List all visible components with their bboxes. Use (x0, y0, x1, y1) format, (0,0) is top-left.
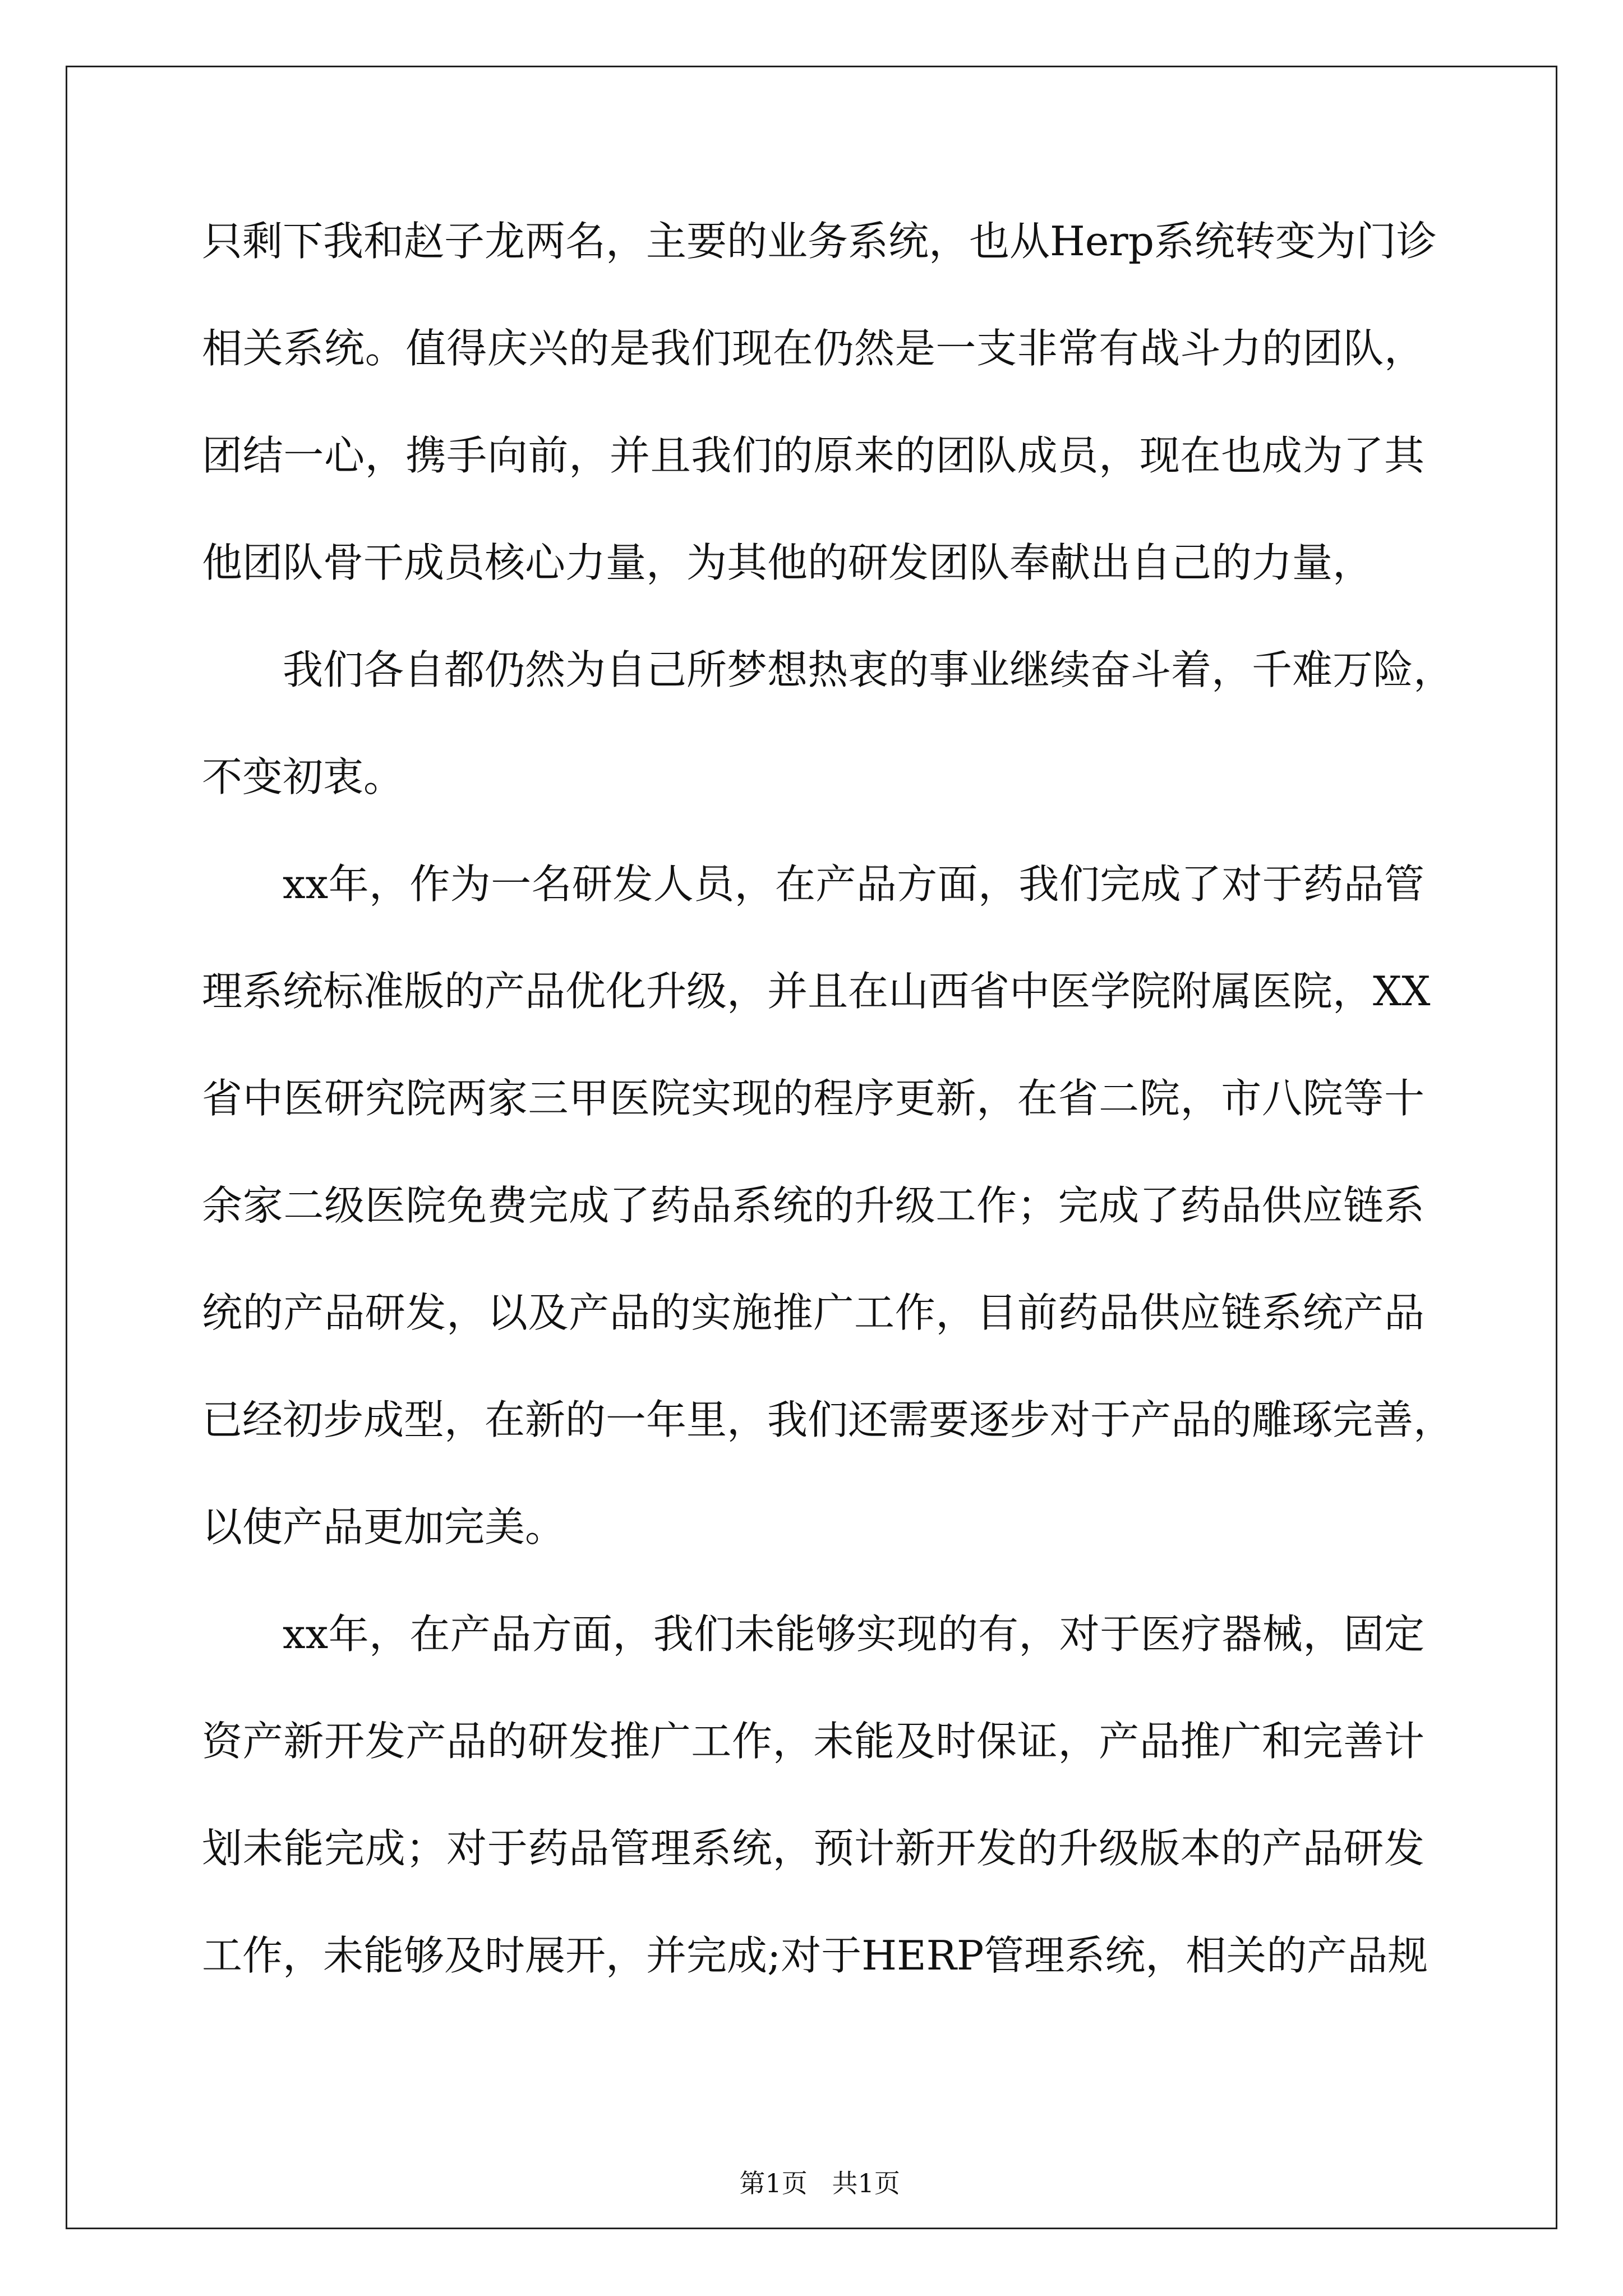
text-line: 统的产品研发，以及产品的实施推广工作，目前药品供应链系统产品 (202, 1289, 1424, 1336)
paragraph-first-line: 我们各自都仍然为自己所梦想热衷的事业继续奋斗着，千难万险， (283, 646, 1454, 693)
text-line: 划未能完成；对于药品管理系统，预计新开发的升级版本的产品研发 (202, 1825, 1424, 1872)
text-line: 团结一心，携手向前，并且我们的原来的团队成员，现在也成为了其 (202, 432, 1424, 479)
text-line: 相关系统。值得庆兴的是我们现在仍然是一支非常有战斗力的团队， (202, 325, 1424, 372)
page-number-label: 第1页 共1页 (739, 2168, 900, 2198)
text-line: 省中医研究院两家三甲医院实现的程序更新，在省二院，市八院等十 (202, 1075, 1424, 1122)
text-line: 他团队骨干成员核心力量，为其他的研发团队奉献出自己的力量， (202, 539, 1373, 586)
text-line: 不变初衷。 (202, 753, 404, 800)
text-line: 余家二级医院免费完成了药品系统的升级工作；完成了药品供应链系 (202, 1182, 1424, 1229)
page-footer (0, 2133, 1623, 2200)
text-line: 理系统标准版的产品优化升级，并且在山西省中医学院附属医院，XX (202, 968, 1431, 1015)
text-line: 以使产品更加完美。 (202, 1503, 566, 1550)
text-line: 工作，未能够及时展开，并完成;对于HERP管理系统，相关的产品规 (202, 1932, 1428, 1979)
text-line: 只剩下我和赵子龙两名，主要的业务系统，也从Herp系统转变为门诊 (202, 218, 1437, 265)
text-line: 已经初步成型，在新的一年里，我们还需要逐步对于产品的雕琢完善， (202, 1396, 1454, 1443)
text-line: 资产新开发产品的研发推广工作，未能及时保证，产品推广和完善计 (202, 1718, 1424, 1765)
page-border (66, 66, 1557, 2229)
paragraph-first-line: xx年，在产品方面，我们未能够实现的有，对于医疗器械，固定 (283, 1611, 1424, 1658)
paragraph-first-line: xx年，作为一名研发人员，在产品方面，我们完成了对于药品管 (283, 861, 1424, 908)
